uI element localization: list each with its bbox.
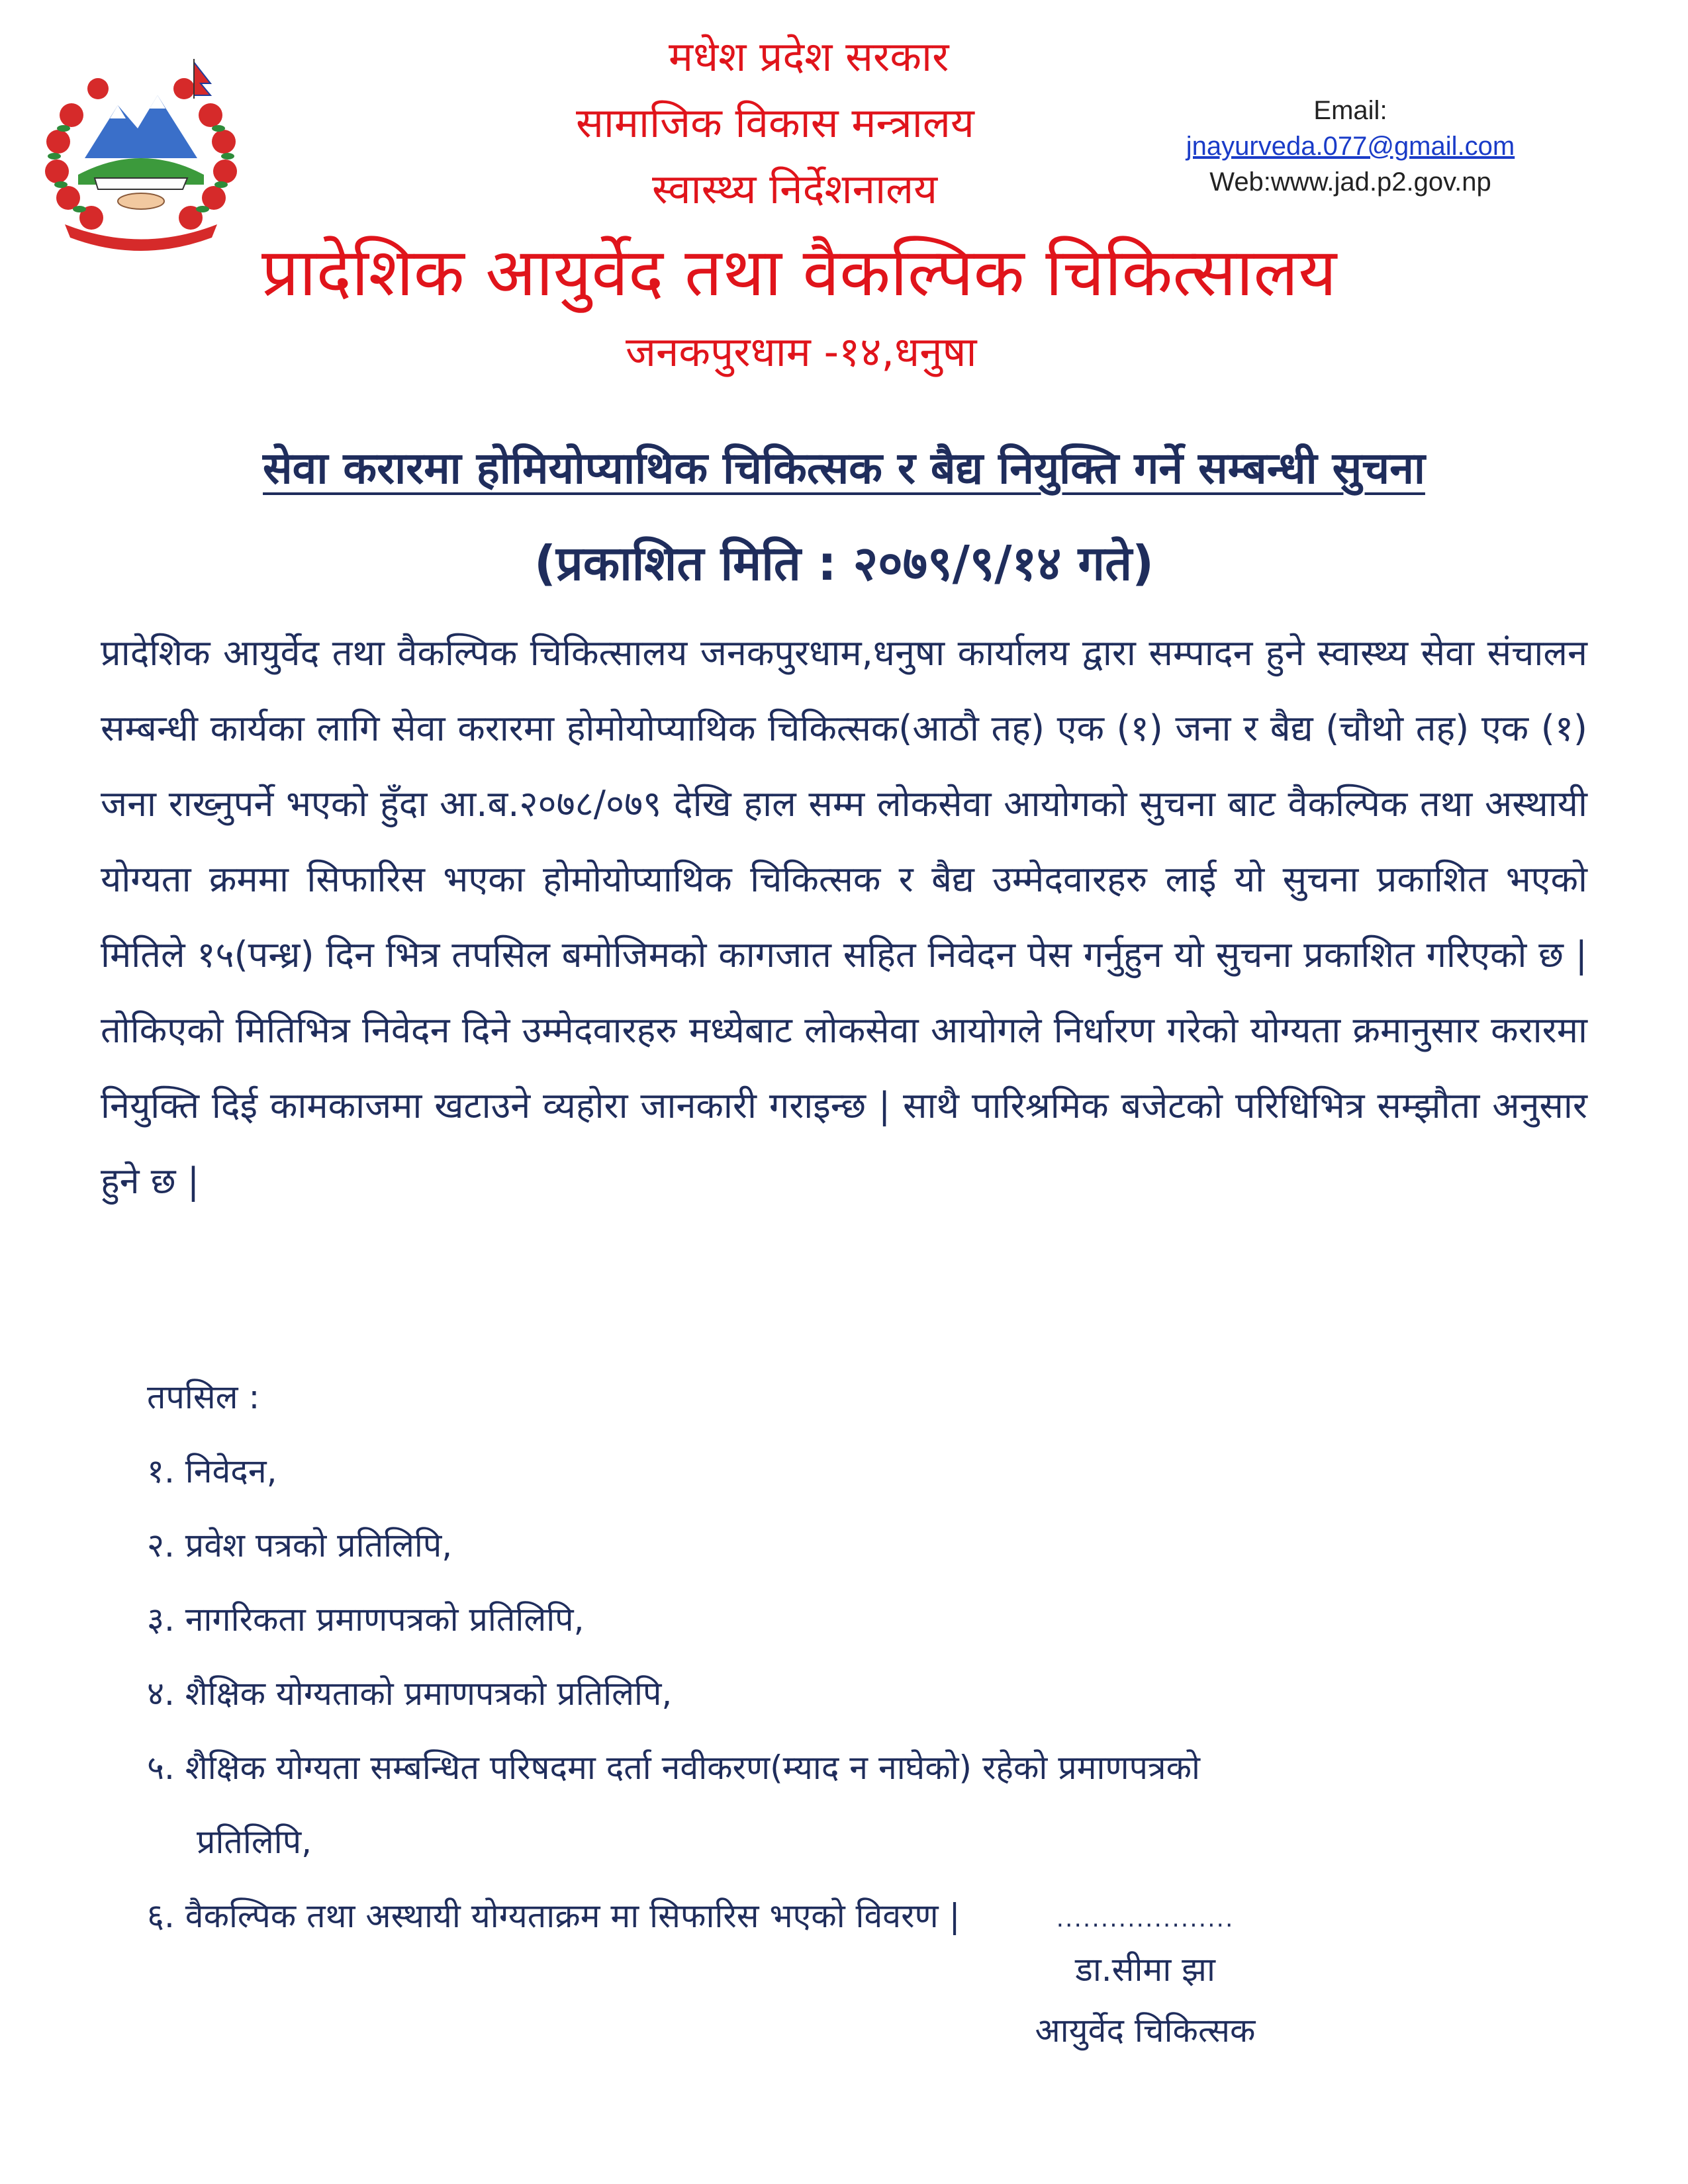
ministry-name: सामाजिक विकास मन्त्रालय xyxy=(576,99,974,147)
email-link[interactable]: jnayurveda.077@gmail.com xyxy=(1186,132,1515,161)
annex-list xyxy=(147,1360,1603,1953)
hospital-name: प्रादेशिक आयुर्वेद तथा वैकल्पिक चिकित्सालय xyxy=(261,234,1337,311)
annex-item: १. निवेदन, xyxy=(147,1452,277,1490)
annex-item: ४. शैक्षिक योग्यताको प्रमाणपत्रको प्रतिलिपि, xyxy=(147,1674,673,1713)
annex-item: ५. शैक्षिक योग्यता सम्बन्धित परिषदमा दर्ता नवीकरण(म्याद न नाघेको) रहेको प्रमाणपत्रको xyxy=(147,1749,1200,1787)
signature-block xyxy=(980,1899,1311,2061)
directorate-name: स्वास्थ्य निर्देशनालय xyxy=(652,165,938,213)
email-label: Email: xyxy=(1313,96,1387,125)
annex-label: तपसिल : xyxy=(147,1378,260,1416)
hospital-address: जनकपुरधाम -१४,धनुषा xyxy=(626,328,977,376)
published-date: (प्रकाशित मिति : २०७९/९/१४ गते) xyxy=(534,535,1154,591)
notice-title: सेवा करारमा होमियोप्याथिक चिकित्सक र बैद्य नियुक्ति गर्ने सम्बन्धी सुचना xyxy=(263,443,1425,494)
signatory-name: डा.सीमा झा xyxy=(1075,1950,1215,1989)
annex-item: ३. नागरिकता प्रमाणपत्रको प्रतिलिपि, xyxy=(147,1600,585,1639)
annex-item-continuation: प्रतिलिपि, xyxy=(197,1823,312,1861)
signatory-designation: आयुर्वेद चिकित्सक xyxy=(1035,2011,1256,2050)
government-name: मधेश प्रदेश सरकार xyxy=(669,32,949,81)
notice-body: प्रादेशिक आयुर्वेद तथा वैकल्पिक चिकित्सालय जनकपुरधाम,धनुषा कार्यालय द्वारा सम्पादन हुने स्वास्थ्य सेवा संचालन सम्बन्धी कार्यका लागि सेवा करारमा होमोयोप्याथिक चिकित्सक(आठौ तह) एक (१) जना र बैद्य (चौथो तह) एक (१) जना राख्नुपर्ने भएको हुँदा आ.ब.२०७८/०७९ देखि हाल सम्म लोकसेवा आयोगको सुचना बाट वैकल्पिक तथा अस्थायी योग्यता क्रममा सिफारिस भएका होमोयोप्याथिक चिकित्सक र बैद्य उम्मेदवारहरु लाई यो सुचना प्रकाशित भएको मितिले १५(पन्ध्र) दिन भित्र तपसिल बमोजिमको कागजात सहित निवेदन पेस गर्नुहुन यो सुचना प्रकाशित गरिएको छ | तोकिएको मितिभित्र निवेदन दिने उम्मेदवारहरु मध्येबाट लोकसेवा आयोगले निर्धारण गरेको योग्यता क्रमानुसार करारमा नियुक्ति दिई कामकाजमा खटाउने व्यहोरा जानकारी गराइन्छ | साथै पारिश्रमिक बजेटको परिधिभित्र सम्झौता अनुसार हुने छ | xyxy=(101,632,1587,1202)
contact-block xyxy=(1172,93,1529,200)
nepal-emblem xyxy=(32,42,250,254)
annex-item: ६. वैकल्पिक तथा अस्थायी योग्यताक्रम मा सिफारिस भएको विवरण | xyxy=(147,1897,961,1935)
website-text: Web:www.jad.p2.gov.np xyxy=(1209,167,1491,197)
emblem-icon xyxy=(32,42,250,254)
signature-line: .................... xyxy=(1056,1905,1235,1933)
annex-item: २. प्रवेश पत्रको प्रतिलिपि, xyxy=(147,1526,453,1565)
